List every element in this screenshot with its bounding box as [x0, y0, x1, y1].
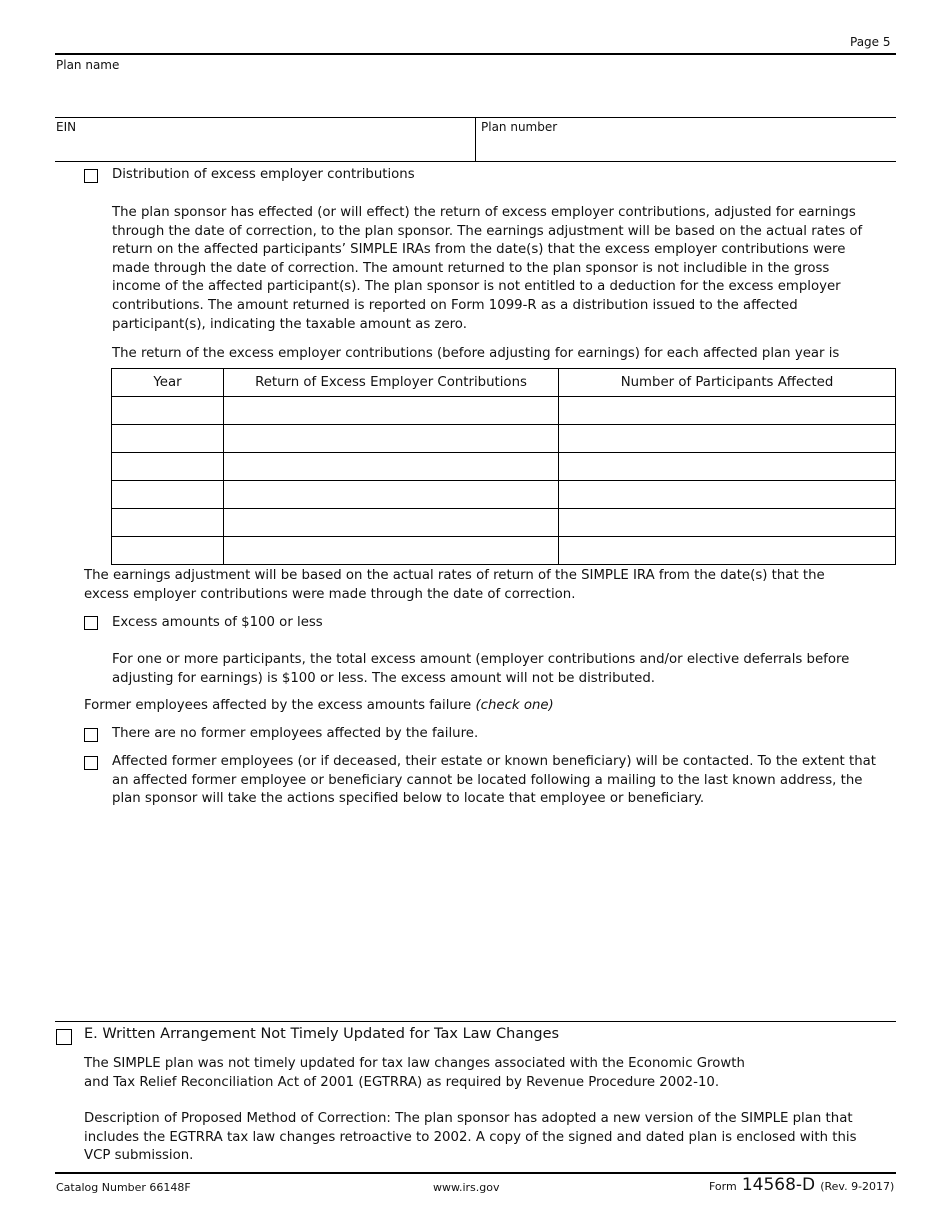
no-former-employees-checkbox[interactable] [84, 728, 98, 742]
cell-return[interactable] [224, 453, 559, 481]
column-header-participants: Number of Participants Affected [559, 369, 896, 397]
table-row [112, 481, 896, 509]
distribution-line: income of the affected participant(s). The plan sponsor is not entitled to a deduction for the excess employer [112, 279, 841, 295]
section-e-title: E. Written Arrangement Not Timely Updated for Tax Law Changes [84, 1026, 560, 1042]
cell-year[interactable] [112, 425, 224, 453]
table-row [112, 397, 896, 425]
ein-label: EIN [56, 120, 77, 134]
distribution-line: through the date of correction, to the plan sponsor. The earnings adjustment will be based on the actual rates of [112, 223, 863, 239]
excess-amounts-line: adjusting for earnings) is $100 or less. The excess amount will not be distributed. [112, 670, 656, 686]
excess-amounts-line: For one or more participants, the total excess amount (employer contributions and/or elective deferrals before [112, 652, 850, 667]
column-header-year: Year [112, 369, 224, 397]
form-identifier [709, 1175, 894, 1195]
distribution-line: participant(s), indicating the taxable amount as zero. [112, 316, 467, 332]
plan-number-label: Plan number [481, 120, 558, 134]
footer-rule [55, 1172, 896, 1174]
section-e-line: VCP submission. [84, 1148, 194, 1164]
distribution-line: contributions. The amount returned is reported on Form 1099-R as a distribution issued to the affected [112, 297, 798, 313]
plan-name-input[interactable] [56, 76, 894, 114]
cell-return[interactable] [224, 481, 559, 509]
excess-contributions-table [111, 368, 896, 565]
cell-participants[interactable] [559, 397, 896, 425]
earnings-note-line: The earnings adjustment will be based on the actual rates of return of the SIMPLE IRA from the date(s) that the [84, 568, 825, 583]
ein-input[interactable] [56, 138, 472, 160]
contact-former-employees-label [112, 753, 902, 809]
table-header-row [112, 369, 896, 397]
cell-year[interactable] [112, 481, 224, 509]
cell-return[interactable] [224, 509, 559, 537]
former-employees-heading [84, 697, 554, 716]
header-bottom-rule [55, 161, 896, 162]
cell-participants[interactable] [559, 481, 896, 509]
form-prefix: Form [709, 1180, 737, 1193]
header-vertical-divider [475, 117, 476, 161]
cell-year[interactable] [112, 453, 224, 481]
cell-return[interactable] [224, 425, 559, 453]
distribution-line: return on the affected participants’ SIMPLE IRAs from the date(s) that the excess employer contributions were [112, 242, 846, 258]
cell-year[interactable] [112, 509, 224, 537]
cell-participants[interactable] [559, 537, 896, 565]
column-header-return: Return of Excess Employer Contributions [224, 369, 559, 397]
cell-return[interactable] [224, 397, 559, 425]
distribution-checkbox[interactable] [84, 169, 98, 183]
former-employees-heading-text: Former employees affected by the excess amounts failure [84, 698, 472, 713]
section-e-paragraph-1 [84, 1055, 904, 1092]
section-e-paragraph-2 [84, 1110, 904, 1166]
table-row [112, 537, 896, 565]
cell-participants[interactable] [559, 425, 896, 453]
excess-amounts-label: Excess amounts of $100 or less [112, 615, 323, 630]
cell-participants[interactable] [559, 509, 896, 537]
website: www.irs.gov [433, 1181, 500, 1194]
section-e-line: The SIMPLE plan was not timely updated for tax law changes associated with the Economic Growth [84, 1056, 745, 1071]
earnings-note [84, 567, 904, 604]
section-e-rule [55, 1021, 896, 1022]
section-e-line: includes the EGTRRA tax law changes retroactive to 2002. A copy of the signed and dated plan is enclosed with this [84, 1129, 857, 1145]
plan-number-input[interactable] [481, 138, 893, 160]
plan-name-field[interactable] [56, 76, 894, 114]
locate-actions-input[interactable] [112, 815, 892, 1015]
plan-name-label: Plan name [56, 58, 120, 72]
contact-line: an affected former employee or beneficiary cannot be located following a mailing to the last known address, the [112, 772, 863, 788]
cell-participants[interactable] [559, 453, 896, 481]
table-row [112, 453, 896, 481]
page-number: Page 5 [850, 35, 891, 49]
cell-year[interactable] [112, 537, 224, 565]
former-employees-heading-note: (check one) [475, 698, 554, 713]
section-e-line: Description of Proposed Method of Correction: The plan sponsor has adopted a new version of the SIMPLE plan that [84, 1111, 853, 1126]
cell-return[interactable] [224, 537, 559, 565]
section-e-checkbox[interactable] [56, 1029, 72, 1045]
cell-year[interactable] [112, 397, 224, 425]
form-revision: (Rev. 9-2017) [820, 1180, 895, 1193]
distribution-line: The plan sponsor has effected (or will effect) the return of excess employer contributions, adjusted for earnings [112, 205, 856, 220]
table-row [112, 425, 896, 453]
section-e-line: and Tax Relief Reconciliation Act of 2001 (EGTRRA) as required by Revenue Procedure 2002-10. [84, 1074, 720, 1090]
distribution-label: Distribution of excess employer contributions [112, 167, 415, 182]
earnings-note-line: excess employer contributions were made through the date of correction. [84, 586, 576, 602]
contact-line: plan sponsor will take the actions specified below to locate that employee or beneficiary. [112, 791, 705, 807]
no-former-employees-label: There are no former employees affected by the failure. [112, 726, 479, 741]
distribution-line: made through the date of correction. The amount returned to the plan sponsor is not includible in the gross [112, 260, 830, 276]
table-intro: The return of the excess employer contributions (before adjusting for earnings) for each affected plan year is [112, 346, 840, 361]
catalog-number: Catalog Number 66148F [56, 1181, 191, 1194]
locate-actions-field[interactable] [112, 815, 892, 1015]
contact-former-employees-checkbox[interactable] [84, 756, 98, 770]
excess-amounts-paragraph [112, 651, 902, 688]
contact-line: Affected former employees (or if deceased, their estate or known beneficiary) will be contacted. To the extent that [112, 754, 877, 769]
plan-number-field[interactable] [481, 138, 893, 160]
form-number: 14568-D [741, 1175, 816, 1195]
table-row [112, 509, 896, 537]
distribution-paragraph [112, 204, 902, 334]
top-rule [55, 53, 896, 55]
excess-amounts-checkbox[interactable] [84, 616, 98, 630]
ein-field[interactable] [56, 138, 472, 160]
